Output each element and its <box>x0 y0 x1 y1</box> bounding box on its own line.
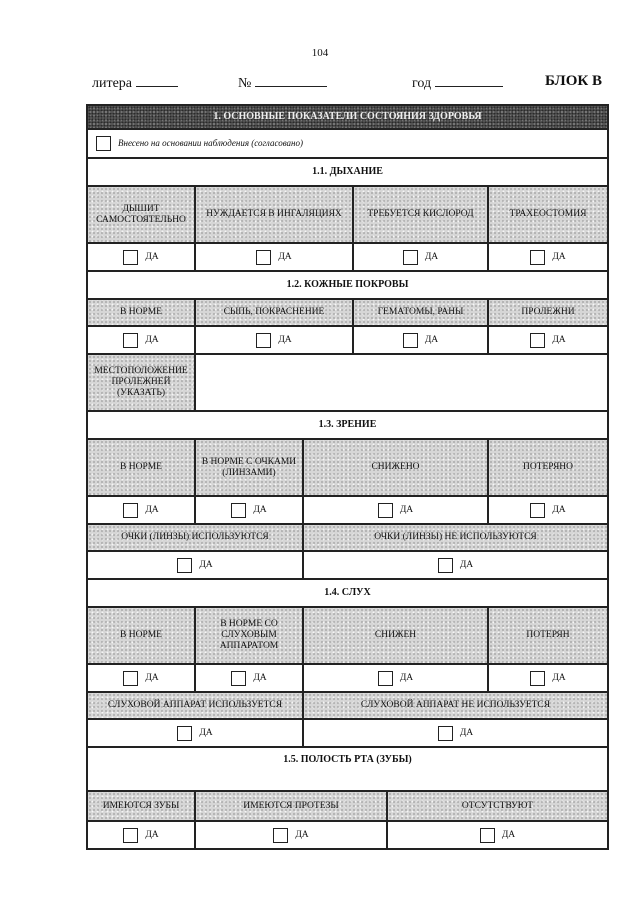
yes-label: ДА <box>424 334 439 345</box>
skin-title: 1.2. КОЖНЫЕ ПОКРОВЫ <box>87 271 608 299</box>
year-field[interactable] <box>412 74 503 92</box>
checkbox[interactable] <box>530 503 545 518</box>
main-title: 1. ОСНОВНЫЕ ПОКАЗАТЕЛИ СОСТОЯНИЯ ЗДОРОВЬЯ <box>87 105 608 129</box>
yes-label: ДА <box>145 334 159 345</box>
yes-label: ДА <box>459 559 474 570</box>
checkbox[interactable] <box>273 828 288 843</box>
checkbox[interactable] <box>403 333 418 348</box>
glasses-not-used-label: ОЧКИ (ЛИНЗЫ) НЕ ИСПОЛЬЗУЮТСЯ <box>303 524 608 551</box>
hearing-yes-reduced <box>303 664 488 692</box>
checkbox[interactable] <box>378 503 393 518</box>
yes-label: ДА <box>199 559 213 570</box>
yes-label: ДА <box>278 334 292 345</box>
checkbox[interactable] <box>123 250 138 265</box>
oral-yes-dentures <box>195 821 387 849</box>
observation-checkbox[interactable] <box>96 136 111 151</box>
breathing-option-inhalation: НУЖДАЕТСЯ В ИНГАЛЯЦИЯХ <box>195 186 353 243</box>
year-label: год <box>412 76 432 91</box>
yes-label: ДА <box>399 504 414 515</box>
yes-label: ДА <box>552 672 566 683</box>
glasses-not-used-yes <box>303 551 608 579</box>
checkbox[interactable] <box>231 671 246 686</box>
vision-yes-reduced <box>303 496 488 524</box>
skin-yes-hematoma <box>353 326 488 354</box>
breathing-option-oxygen: ТРЕБУЕТСЯ КИСЛОРОД <box>353 186 488 243</box>
checkbox[interactable] <box>378 671 393 686</box>
skin-yes-normal <box>87 326 195 354</box>
skin-option-hematoma: ГЕМАТОМЫ, РАНЫ <box>353 299 488 326</box>
yes-label: ДА <box>199 727 213 738</box>
aid-used-label: СЛУХОВОЙ АППАРАТ ИСПОЛЬЗУЕТСЯ <box>87 692 303 719</box>
yes-label: ДА <box>501 829 516 840</box>
checkbox[interactable] <box>256 250 271 265</box>
hearing-option-reduced: СНИЖЕН <box>303 607 488 664</box>
observation-note: Внесено на основании наблюдения (согласовано) <box>118 138 304 149</box>
glasses-used-yes <box>87 551 303 579</box>
vision-option-lost: ПОТЕРЯНО <box>488 439 608 496</box>
hearing-title: 1.4. СЛУХ <box>87 579 608 607</box>
yes-label: ДА <box>459 727 474 738</box>
block-label: БЛОК В <box>545 73 603 89</box>
yes-label: ДА <box>253 672 267 683</box>
vision-option-reduced: СНИЖЕНО <box>303 439 488 496</box>
checkbox[interactable] <box>123 671 138 686</box>
yes-label: ДА <box>552 334 566 345</box>
breathing-option-self: ДЫШИТ САМОСТОЯТЕЛЬНО <box>87 186 195 243</box>
aid-not-used-yes <box>303 719 608 747</box>
oral-yes-absent <box>387 821 608 849</box>
vision-yes-normal <box>87 496 195 524</box>
hearing-yes-aid <box>195 664 303 692</box>
yes-label: ДА <box>145 504 159 515</box>
oral-option-absent: ОТСУТСТВУЮТ <box>387 791 608 821</box>
breathing-title: 1.1. ДЫХАНИЕ <box>87 158 608 186</box>
litera-label: литера <box>92 76 133 91</box>
health-form <box>86 104 609 850</box>
checkbox[interactable] <box>530 333 545 348</box>
vision-yes-lost <box>488 496 608 524</box>
oral-yes-teeth <box>87 821 195 849</box>
checkbox[interactable] <box>177 726 192 741</box>
checkbox[interactable] <box>123 828 138 843</box>
vision-option-normal: В НОРМЕ <box>87 439 195 496</box>
vision-yes-glasses <box>195 496 303 524</box>
breathing-yes-self <box>87 243 195 271</box>
hearing-option-normal: В НОРМЕ <box>87 607 195 664</box>
page-number: 104 <box>311 47 329 59</box>
checkbox[interactable] <box>123 503 138 518</box>
yes-label: ДА <box>399 672 414 683</box>
checkbox[interactable] <box>256 333 271 348</box>
skin-option-rash: СЫПЬ, ПОКРАСНЕНИЕ <box>195 299 353 326</box>
checkbox[interactable] <box>177 558 192 573</box>
observation-row <box>87 129 608 158</box>
yes-label: ДА <box>145 251 159 262</box>
hearing-option-lost: ПОТЕРЯН <box>488 607 608 664</box>
skin-yes-bedsores <box>488 326 608 354</box>
bedsore-location-input[interactable] <box>195 354 608 411</box>
checkbox[interactable] <box>403 250 418 265</box>
number-label: № <box>238 76 252 91</box>
yes-label: ДА <box>295 829 309 840</box>
skin-option-normal: В НОРМЕ <box>87 299 195 326</box>
number-field[interactable] <box>238 74 327 92</box>
skin-option-bedsores: ПРОЛЕЖНИ <box>488 299 608 326</box>
checkbox[interactable] <box>231 503 246 518</box>
checkbox[interactable] <box>480 828 495 843</box>
hearing-option-aid: В НОРМЕ СО СЛУХОВЫМ АППАРАТОМ <box>195 607 303 664</box>
breathing-yes-oxygen <box>353 243 488 271</box>
oral-option-teeth: ИМЕЮТСЯ ЗУБЫ <box>87 791 195 821</box>
yes-label: ДА <box>278 251 292 262</box>
oral-option-dentures: ИМЕЮТСЯ ПРОТЕЗЫ <box>195 791 387 821</box>
checkbox[interactable] <box>123 333 138 348</box>
yes-label: ДА <box>552 251 566 262</box>
glasses-used-label: ОЧКИ (ЛИНЗЫ) ИСПОЛЬЗУЮТСЯ <box>87 524 303 551</box>
breathing-yes-tracheostomy <box>488 243 608 271</box>
yes-label: ДА <box>552 504 566 515</box>
breathing-option-tracheostomy: ТРАХЕОСТОМИЯ <box>488 186 608 243</box>
vision-title: 1.3. ЗРЕНИЕ <box>87 411 608 439</box>
yes-label: ДА <box>145 672 159 683</box>
skin-yes-rash <box>195 326 353 354</box>
checkbox[interactable] <box>438 558 453 573</box>
yes-label: ДА <box>253 504 267 515</box>
checkbox[interactable] <box>530 250 545 265</box>
bedsore-location-label: МЕСТОПОЛОЖЕНИЕ ПРОЛЕЖНЕЙ (УКАЗАТЬ) <box>87 354 195 411</box>
vision-option-glasses: В НОРМЕ С ОЧКАМИ (ЛИНЗАМИ) <box>195 439 303 496</box>
yes-label: ДА <box>145 829 159 840</box>
breathing-yes-inhalation <box>195 243 353 271</box>
aid-not-used-label: СЛУХОВОЙ АППАРАТ НЕ ИСПОЛЬЗУЕТСЯ <box>303 692 608 719</box>
aid-used-yes <box>87 719 303 747</box>
checkbox[interactable] <box>438 726 453 741</box>
hearing-yes-normal <box>87 664 195 692</box>
yes-label: ДА <box>424 251 439 262</box>
hearing-yes-lost <box>488 664 608 692</box>
oral-title: 1.5. ПОЛОСТЬ РТА (ЗУБЫ) <box>87 747 608 791</box>
litera-field[interactable] <box>92 74 178 92</box>
checkbox[interactable] <box>530 671 545 686</box>
